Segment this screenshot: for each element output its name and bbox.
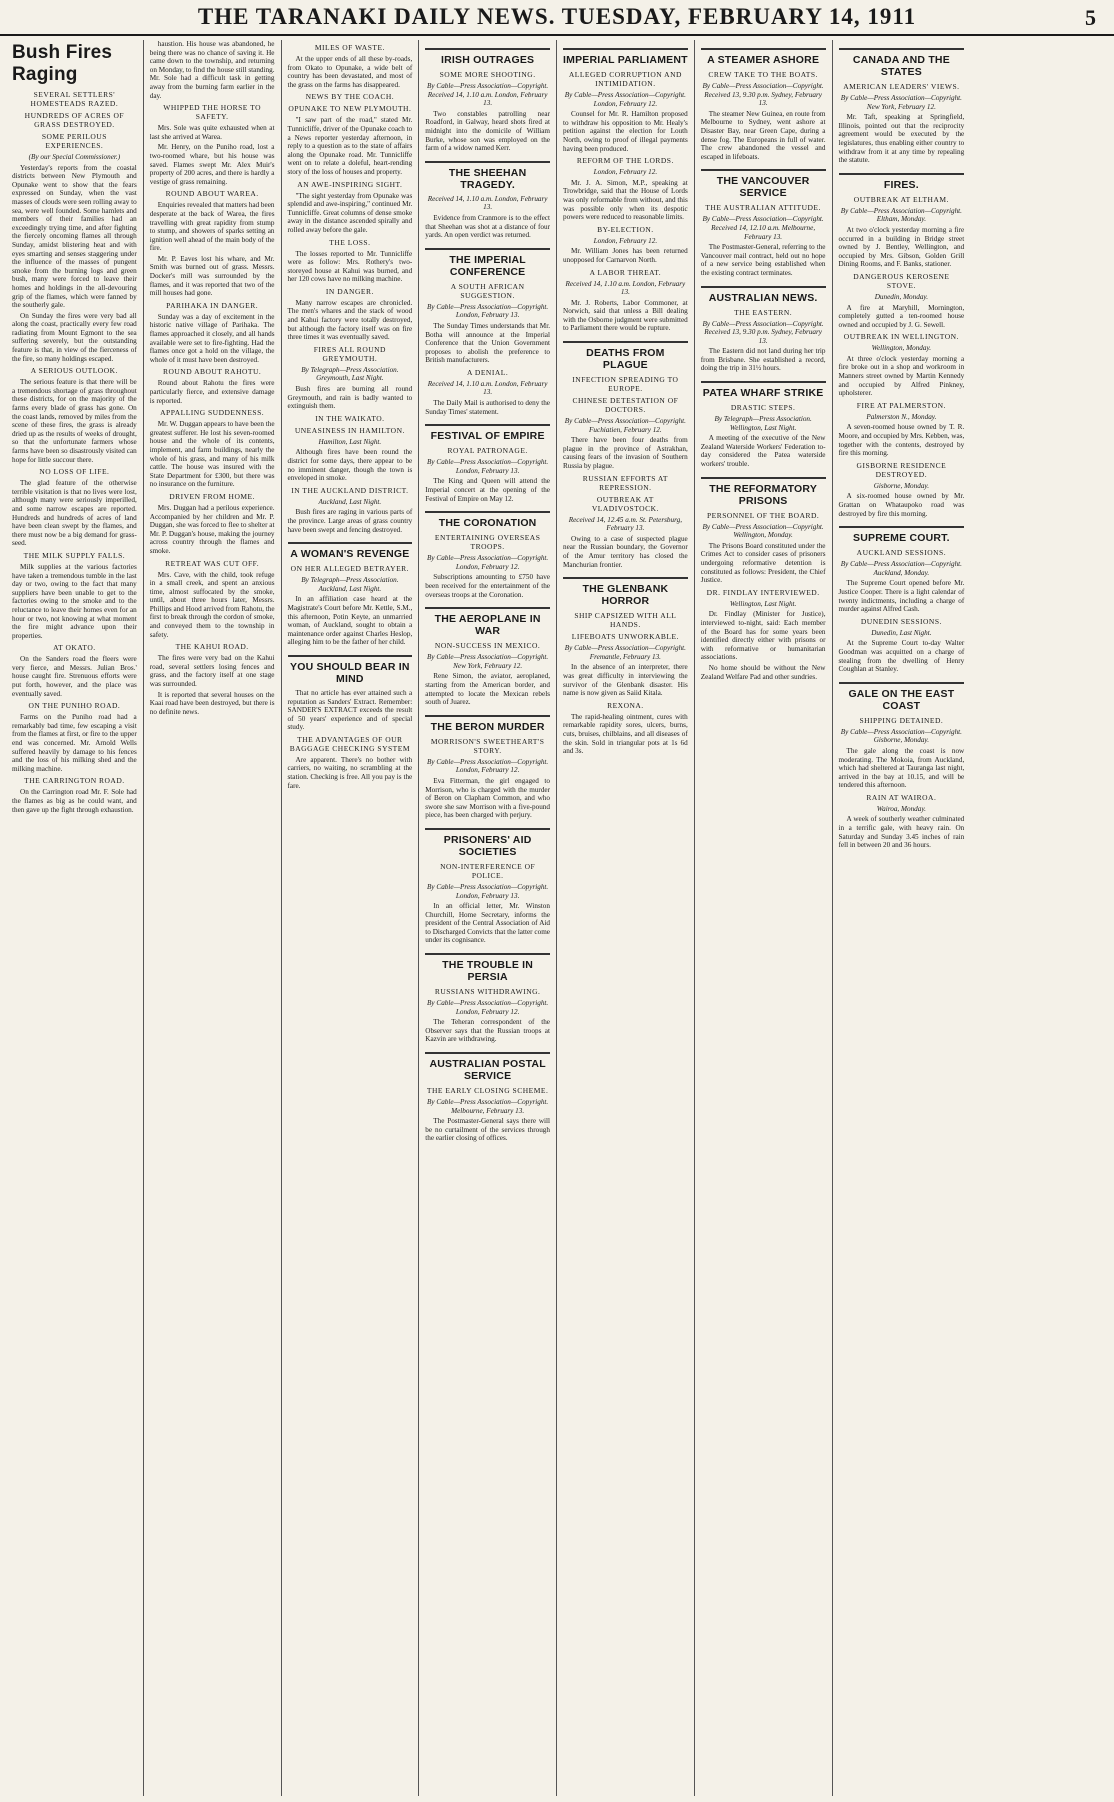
column-6 (695, 40, 833, 1796)
sub-headline: IN THE AUCKLAND DISTRICT. (291, 485, 409, 495)
article-paragraph: The losses reported to Mr. Tunnicliffe were as follow: Mrs. Rothery's two-storeyed house at Kahui was burned, and her 120 cows have no milking machine. (287, 249, 413, 284)
article-paragraph: In the absence of an interpreter, there was great difficulty in interviewing the survivor of the Glenbank disaster. His name is now given as Saiid Kitala. (563, 663, 688, 698)
article-paragraph: On the Sanders road the fleers were very fierce, and Messrs. Julian Bros.' house caught fire. Strenuous efforts were put forth, however, and the place was eventually saved. (12, 655, 137, 698)
article-paragraph: Mr. W. Duggan appears to have been the greatest sufferer. He lost his seven-roomed house and the whole of its contents, implement, and farm buildings, nearly the whole of his grass, and many of his milk cattle. The house was insured with the State Department for £300, but there was no insurance on the furniture. (149, 420, 275, 489)
dateline: By Cable—Press Association—Copyright. Fuchiatien, February 12. (564, 417, 686, 434)
article-paragraph: Although fires have been round the district for some days, there appear to be no imminent danger, though the town is enveloped in smoke. (287, 448, 413, 483)
dateline: By Cable—Press Association—Copyright. London, February 12. (427, 999, 549, 1016)
article-headline: PATEA WHARF STRIKE (701, 381, 826, 399)
sub-headline: WHIPPED THE HORSE TO SAFETY. (163, 103, 261, 122)
dateline: By Cable—Press Association—Copyright. London, February 13. (427, 302, 549, 320)
article-paragraph: At the Supreme Court to-day Walter Goodman was acquitted on a charge of stealing from the dwelling of Henry Coughlan at Stanley. (838, 639, 965, 674)
masthead (0, 0, 1114, 36)
article-paragraph: The fires were very bad on the Kahui road, several settlers losing fences and grass, and the factory itself at one stage was surrounded. (149, 654, 275, 689)
article-paragraph: A six-roomed house owned by Mr. Grattan on Whataupoko road was destroyed by fire this morning. (838, 492, 965, 518)
article-paragraph: On Sunday the fires were very bad all along the coast, practically every few road radiating from Mount Egmont to the sea suffering severely, but the outstanding feature is that, in view of the fierceness of the fire, so many holdings escaped. (12, 311, 137, 363)
sub-headline: SHIPPING DETAINED. (859, 715, 944, 725)
sub-headline: UNEASINESS IN HAMILTON. (294, 425, 405, 435)
article-paragraph: On the Carrington road Mr. F. Sole had the flames as big as he could want, and then gave up the fight through exhaustion. (12, 788, 137, 814)
sub-headline: AT OKATO. (53, 643, 96, 653)
article-paragraph: The steamer New Guinea, en route from Melbourne to Sydney, went ashore at Disaster Bay, near Green Cape, during a dense fog. The Europeans in full of water. The crew abandoned the vessel and escaped in lifeboats. (700, 109, 826, 161)
article-paragraph: A seven-roomed house owned by T. R. Moore, and occupied by Mrs. Kebben, was, together with the contents, destroyed by fire this morning. (838, 423, 965, 458)
article-headline: CANADA AND THE STATES (839, 48, 965, 78)
sub-headline: THE EARLY CLOSING SCHEME. (426, 1086, 549, 1096)
article-paragraph: Mr. Taft, speaking at Springfield, Illinois, pointed out that the reciprocity agreement would be executed by the legislatures, thus enabling either country to withdraw from it at any time by repealing the statute. (838, 113, 965, 165)
article-paragraph: Evidence from Cranmore is to the effect that Sheehan was shot at a distance of four yards. An open verdict was returned. (425, 213, 550, 240)
sub-headline: GISBORNE RESIDENCE DESTROYED. (856, 460, 947, 479)
sub-headline: AUCKLAND SESSIONS. (856, 548, 947, 558)
article-paragraph: "The sight yesterday from Opunake was splendid and awe-inspiring," continued Mr. Tunnicliffe. Great columns of dense smoke away in the distance ascended spirally and rolled away before the gale. (287, 191, 413, 234)
dateline: By Cable—Press Association—Copyright. Auckland, Monday. (840, 560, 962, 577)
article-paragraph: There have been four deaths from plague in the province of Astrakhan, causing fears of the invasion of Southern Russia by plague. (563, 436, 688, 471)
sub-headline: RUSSIAN EFFORTS AT REPRESSION. (582, 473, 668, 492)
sub-headline: INFECTION SPREADING TO EUROPE. (572, 375, 679, 394)
sub-headline: MORRISON'S SWEETHEART'S STORY. (430, 736, 545, 755)
sub-headline: AN AWE-INSPIRING SIGHT. (297, 179, 403, 189)
article-headline: A STEAMER ASHORE (701, 48, 826, 66)
sub-headline: ON HER ALLEGED BETRAYER. (290, 564, 410, 574)
dateline: By Cable—Press Association—Copyright. London, February 12. (427, 757, 549, 775)
article-paragraph: In an affiliation case heard at the Magistrate's Court before Mr. Kettle, S.M., this afternoon, Potin Keyte, an unmarried woman, of Auckland, sought to obtain a maintenance order against Charles Heslop, alleging him to be the father of her child. (287, 595, 413, 647)
article-headline: Bush Fires Raging (12, 42, 113, 85)
sub-headline: NON-SUCCESS IN MEXICO. (434, 641, 541, 651)
article-paragraph: Dr. Findlay (Minister for Justice), interviewed to-night, said: Each member of the Board has for some years been identified directly either with prisons or with reformative or humanitarian associations. (700, 610, 826, 662)
dateline: By Cable—Press Association—Copyright. Wellington, Monday. (702, 522, 824, 540)
dateline: Dunedin, Monday. (874, 292, 929, 301)
sub-headline: THE ADVANTAGES OF OUR BAGGAGE CHECKING SYSTEM (289, 734, 410, 753)
column-7 (833, 40, 971, 1796)
sub-headline: REXONA. (607, 700, 644, 710)
article-paragraph: Round about Rahotu the fires were particularly fierce, and extensive damage is reported. (149, 379, 275, 405)
article-paragraph: At three o'clock yesterday morning a fire broke out in a shop and workroom in Manners street owned by Martin Kennedy and occupied by Alfred Pinkney, upholsterer. (838, 354, 965, 398)
article-paragraph: Yesterday's reports from the coastal districts between New Plymouth and Opunake went to show that the fears expressed on Sunday, when the vast masses of clouds were seen rolling away to sea, were well founded. Some hamlets and members of their families had an exceedingly trying time, and after fighting the fiercely oncoming flames all through Sunday, amidst blistering heat and with eyes smarting and senses staggering under the influence of the masses of pungent smoke from the burning logs and green bush, many were forced to leave their homes and holdings in the all-devouring grip of the flames, which were fanned by the southerly gale. (12, 163, 137, 310)
sub-headline: HUNDREDS OF ACRES OF GRASS DESTROYED. (24, 111, 125, 129)
sub-headline: RETREAT WAS CUT OFF. (165, 558, 260, 568)
article-paragraph: The serious feature is that there will be a tremendous shortage of grass throughout these districts, for on the majority of the farms every blade of grass has gone. On the coast lands, removed by miles from the scene of these fires, the grass is already dried up as the results of weeks of drought, so that the unfortunate farmers whose farms have been so disastrously visited can hope for little succour there. (12, 378, 137, 464)
sub-headline: THE LOSS. (329, 237, 371, 247)
article-paragraph: At two o'clock yesterday morning a fire occurred in a building in Bridge street owned by J. Bentley, Wellington, and occupied by Mrs. Gibson, Golden Grill Dining Rooms, and F. Banks, stationer. (838, 225, 965, 269)
sub-headline: PARIHAKA IN DANGER. (166, 300, 259, 310)
dateline: By Cable—Press Association—Copyright. Eltham, Monday. (840, 206, 962, 224)
sub-headline: THE MILK SUPPLY FALLS. (23, 550, 126, 560)
article-headline: IMPERIAL PARLIAMENT (563, 48, 688, 66)
article-paragraph: Mr. J. Roberts, Labor Commoner, at Norwich, said that unless a Bill dealing with the Osborne judgment were submitted to Parliament there would be rupture. (563, 298, 688, 333)
article-paragraph: Sunday was a day of excitement in the historic native village of Parihaka. The flames approached it closely, and all hands available were set to fire-fighting. Had the flames once got a hold on the village, the whole of it must have been destroyed. (149, 312, 275, 364)
article-paragraph: A fire at Maryhill, Mornington, completely gutted a ten-roomed house owned and occupied by J. G. Sewell. (838, 303, 965, 329)
article-paragraph: The Daily Mail is authorised to deny the Sunday Times' statement. (425, 399, 550, 416)
article-paragraph: The gale along the coast is now moderating. The Mokoia, from Auckland, which had sheltered at Tauranga last night, arrived in the bay at 10.15, and will be tendered this afternoon. (838, 746, 965, 790)
sub-headline: DANGEROUS KEROSENE STOVE. (853, 271, 950, 290)
sub-headline: THE KAHUI ROAD. (175, 642, 249, 652)
article-paragraph: Subscriptions amounting to £750 have been received for the entertainment of the overseas troops at the Coronation. (425, 573, 550, 599)
article-paragraph: The King and Queen will attend the Imperial concert at the opening of the Festival of Empire on May 12. (425, 477, 550, 503)
article-paragraph: Counsel for Mr. R. Hamilton proposed to withdraw his opposition to Mr. Healy's petition against the election for Louth North, owing to proof of illegal payments having been produced. (563, 110, 688, 153)
article-paragraph: Mr. Henry, on the Puniho road, lost a two-roomed whare, but his house was saved. Flames swept Mr. Alex Muir's property of 200 acres, and there is hardly a vestige of grass remaining. (149, 143, 275, 186)
article-headline: SUPREME COURT. (839, 526, 965, 544)
article-headline: THE VANCOUVER SERVICE (701, 169, 826, 199)
article-headline: THE REFORMATORY PRISONS (701, 477, 826, 507)
article-headline: AUSTRALIAN POSTAL SERVICE (425, 1052, 550, 1082)
article-paragraph: Mrs. Sole was quite exhausted when at last she arrived at Warea. (149, 124, 275, 141)
sub-headline: DR. FINDLAY INTERVIEWED. (706, 587, 820, 597)
article-paragraph: A meeting of the executive of the New Zealand Waterside Workers' Federation to-day considered the Patea waterside workers' trouble. (700, 434, 826, 469)
dateline: Received 14, 12.45 a.m. St. Petersburg, February 13. (568, 515, 683, 533)
article-columns (6, 40, 1108, 1796)
article-headline: PRISONERS' AID SOCIETIES (425, 828, 550, 858)
dateline: By Cable—Press Association—Copyright. Melbourne, February 13. (427, 1098, 549, 1115)
article-headline: THE SHEEHAN TRAGEDY. (425, 161, 550, 191)
dateline: (By our Special Commissioner.) (28, 153, 121, 161)
dateline: By Cable—Press Association—Copyright. Received 14, 1.10 a.m. London, February 13. (427, 82, 549, 108)
article-paragraph: Bush fires are burning all round Greymouth, and rain is badly wanted to extinguish them. (287, 385, 413, 411)
sub-headline: IN DANGER. (325, 286, 374, 296)
sub-headline: OUTBREAK IN WELLINGTON. (843, 332, 959, 342)
page-number: 5 (1085, 5, 1096, 30)
article-paragraph: No home should be without the New Zealand Welfare Pad and other sundries. (700, 663, 826, 681)
sub-headline: ROUND ABOUT RAHOTU. (162, 367, 262, 377)
sub-headline: MILES OF WASTE. (314, 43, 385, 52)
article-paragraph: "I saw part of the road," stated Mr. Tunnicliffe, driver of the Opunake coach to a News reporter yesterday afternoon, in reply to a question as to the state of affairs along the Opunake road. Mr. Tunnicliffe went on to relate a doleful, heart-rending story of the loss of houses and property. (287, 116, 413, 176)
sub-headline: OUTBREAK AT ELTHAM. (853, 194, 949, 204)
dateline: Palmerston N., Monday. (866, 412, 937, 421)
sub-headline: THE CARRINGTON ROAD. (24, 776, 125, 786)
article-paragraph: Eva Fitterman, the girl engaged to Morrison, who is charged with the murder of Beron on Clapham Common, and who swore she saw Morrison with a five-pound piece, has been charged with perjury. (425, 776, 550, 820)
dateline: Wellington, Monday. (871, 344, 932, 353)
article-headline: FIRES. (839, 173, 965, 191)
column-5 (557, 40, 695, 1796)
article-paragraph: Rene Simon, the aviator, aeroplaned, starting from the American border, and attempted to locate the Mexican rebels south of Juarez. (425, 672, 550, 707)
sub-headline: A SERIOUS OUTLOOK. (30, 366, 118, 376)
article-paragraph: Mrs. Cave, with the child, took refuge in a small creek, and spent an anxious time, almost suffocated by the smoke, until, about three hours later, Messrs. Phillips and Hood arrived from Rahotu, the first to break through the cordon of smoke, and conveyed them to the township in safety. (149, 570, 275, 639)
sub-headline: ENTERTAINING OVERSEAS TROOPS. (434, 533, 541, 552)
article-headline: THE CORONATION (425, 511, 550, 529)
sub-headline: ROYAL PATRONAGE. (447, 446, 528, 456)
article-paragraph: Many narrow escapes are chronicled. The men's whares and the stack of wood and Kahui factory were totally destroyed, but although the factory itself was on fire three times it was eventually saved. (287, 298, 413, 342)
dateline: London, February 12. (593, 168, 658, 177)
article-headline: THE GLENBANK HORROR (563, 577, 688, 607)
article-headline: GALE ON THE EAST COAST (839, 682, 965, 712)
dateline: By Telegraph—Press Association. Wellington, Last Night. (714, 415, 812, 432)
dateline: By Cable—Press Association—Copyright. New York, February 12. (840, 94, 962, 111)
dateline: By Cable—Press Association—Copyright. Fremantle, February 13. (564, 644, 686, 661)
article-paragraph: The Prisons Board constituted under the Crimes Act to consider cases of prisoners undergoing reformative detention is constituted as follows: President, the Chief Justice. (700, 541, 826, 585)
article-paragraph: Owing to a case of suspected plague near the Russian boundary, the Governor of the Amur territory has closed the Manchurian frontier. (563, 534, 688, 569)
article-headline: THE BERON MURDER (425, 715, 550, 733)
article-paragraph: The Postmaster-General, referring to the Vancouver mail contract, held out no hope of a new service being established when the existing contract terminates. (700, 243, 826, 277)
masthead-title: THE TARANAKI DAILY NEWS. TUESDAY, FEBRUARY 14, 1911 (197, 4, 917, 29)
article-paragraph: In an official letter, Mr. Winston Churchill, Home Secretary, informs the president of the Central Association of Aid to Discharged Convicts that the latter come under its cognisance. (425, 902, 550, 945)
sub-headline: REFORM OF THE LORDS. (576, 156, 674, 166)
article-paragraph: It is reported that several houses on the Kaai road have been destroyed, but there is no definite news. (149, 690, 275, 716)
sub-headline: DRASTIC STEPS. (730, 403, 796, 413)
article-paragraph: Mrs. Duggan had a perilous experience. Accompanied by her children and Mr. P. Duggan, she was forced to flee to shelter at Mr. P. Duggan's house, making the journey across country through the flames and smoke. (149, 503, 275, 555)
article-paragraph: The rapid-healing ointment, cures with remarkable rapidity sores, ulcers, burns, cuts, bruises, chilblains, and all diseases of the skin. Sold in triangular pots at 1s 6d and 3s. (563, 712, 688, 756)
sub-headline: NO LOSS OF LIFE. (39, 467, 110, 477)
article-paragraph: The Supreme Court opened before Mr. Justice Cooper. There is a light calendar of twenty indictments, including a charge of murder against Alfred Cash. (838, 579, 965, 614)
article-paragraph: Mr. P. Eaves lost his whare, and Mr. Smith was burned out of grass. Messrs. Docker's mill was surrounded by the flames, and it was reported that two of the mill houses had gone. (149, 254, 275, 298)
dateline: By Cable—Press Association—Copyright. Received 13, 9.30 p.m. Sydney, February 13. (702, 319, 824, 345)
sub-headline: ROUND ABOUT WAREA. (165, 189, 259, 199)
dateline: By Telegraph—Press Association. Greymouth, Last Night. (301, 365, 399, 383)
article-paragraph: The Sunday Times understands that Mr. Botha will announce at the Imperial Conference that the Union Government proposes to abolish the preference to British manufacturers. (425, 321, 550, 365)
article-paragraph: The glad feature of the otherwise terrible visitation is that no lives were lost, although many were seriously imperilled, and some narrow escapes are reported. Hundreds and hundreds of acres of land have been clean swept by the flames, and there must now be a big demand for grass-seed. (12, 479, 137, 548)
sub-headline: CREW TAKE TO THE BOATS. (708, 70, 818, 79)
article-paragraph: A week of southerly weather culminated in a terrific gale, with heavy rain. On Saturday and Sunday 3.45 inches of rain fell in between 20 and 36 hours. (838, 815, 965, 850)
sub-headline: DUNEDIN SESSIONS. (860, 616, 942, 626)
sub-headline: ALLEGED CORRUPTION AND INTIMIDATION. (568, 70, 682, 88)
sub-headline: BY-ELECTION. (597, 224, 654, 234)
column-2 (144, 40, 282, 1796)
dateline: Wellington, Last Night. (729, 599, 797, 608)
dateline: Auckland, Last Night. (318, 497, 382, 506)
sub-headline: SEVERAL SETTLERS' HOMESTEADS RAZED. (30, 90, 119, 108)
sub-headline: A DENIAL. (467, 367, 509, 377)
dateline: Dunedin, Last Night. (871, 628, 932, 637)
article-paragraph: Are apparent. There's no bother with carriers, no waiting, no scrambling at the station. Checking is free. All you pay is the fare. (287, 755, 413, 790)
column-1 (6, 40, 144, 1796)
sub-headline: A SOUTH AFRICAN SUGGESTION. (450, 281, 525, 300)
dateline: Received 14, 1.10 a.m. London, February 13. (565, 279, 686, 297)
article-headline: IRISH OUTRAGES (425, 48, 550, 66)
sub-headline: RUSSIANS WITHDRAWING. (434, 987, 541, 997)
dateline: By Cable—Press Association—Copyright. Gisborne, Monday. (840, 727, 962, 745)
sub-headline: SHIP CAPSIZED WITH ALL HANDS. (574, 611, 677, 630)
dateline: London, February 12. (593, 236, 658, 245)
article-headline: DEATHS FROM PLAGUE (563, 341, 688, 371)
dateline: By Cable—Press Association—Copyright. London, February 13. (427, 458, 549, 475)
dateline: Hamilton, Last Night. (318, 437, 382, 446)
dateline: By Telegraph—Press Association. Auckland, Last Night. (301, 576, 399, 593)
article-paragraph: Mr. William Jones has been returned unopposed for Carnarvon North. (563, 247, 688, 264)
article-paragraph: Enquiries revealed that matters had been desperate at the back of Warea, the fires travelling with great rapidity from stump to stump, and showers of sparks setting an ignition well ahead of the main body of the fire. (149, 201, 275, 253)
article-paragraph: Bush fires are raging in various parts of the province. Large areas of grass country have been swept and fencing destroyed. (287, 508, 413, 534)
dateline: Wairoa, Monday. (876, 804, 926, 813)
sub-headline: APPALLING SUDDENNESS. (160, 408, 265, 418)
dateline: By Cable—Press Association—Copyright. London, February 13. (427, 882, 549, 900)
dateline: By Cable—Press Association—Copyright. Received 13, 9.30 p.m. Sydney, February 13. (702, 82, 824, 108)
article-paragraph: That no article has ever attained such a reputation as Sanders' Extract. Remember: SANDER'S EXTRACT exceeds the result of 50 years' experience and of special study. (287, 688, 413, 732)
sub-headline: AMERICAN LEADERS' VIEWS. (843, 82, 960, 91)
dateline: Gisborne, Monday. (873, 481, 930, 490)
sub-headline: OUTBREAK AT VLADIVOSTOCK. (591, 494, 659, 513)
article-headline: THE TROUBLE IN PERSIA (425, 953, 550, 983)
sub-headline: FIRE AT PALMERSTON. (856, 400, 946, 410)
article-paragraph: Two constables patrolling near Roadford, in Galway, heard shots fired at midnight into the domicile of William Burke, whose son was employed on the farm of a widow named Kerr. (425, 109, 550, 153)
article-headline: A WOMAN'S REVENGE (288, 542, 413, 560)
article-paragraph: The Postmaster-General says there will be no curtailment of the services through the earlier closing of offices. (425, 1117, 550, 1143)
column-3 (282, 40, 420, 1796)
sub-headline: A LABOR THREAT. (589, 267, 662, 277)
sub-headline: THE AUSTRALIAN ATTITUDE. (705, 203, 821, 213)
column-4 (419, 40, 557, 1796)
sub-headline: ON THE PUNIHO ROAD. (28, 701, 121, 711)
article-headline: THE IMPERIAL CONFERENCE (425, 248, 550, 278)
article-paragraph: haustion. His house was abandoned, he being there was no chance of saving it. He came down to the township, and returning on Monday, to find the house still standing. Mr. Sole had a difficult task in getting away from the burning farm earlier in the day. (149, 40, 275, 100)
article-headline: THE AEROPLANE IN WAR (425, 607, 550, 637)
article-paragraph: Farms on the Puniho road had a remarkably bad time, few escaping a visit from the flames at first, or fire to the upper end was concerned. Mr. Arnold Wells suffered heavily by damage to his fences and the loss of his milking shed and the milking machine. (12, 713, 137, 773)
article-paragraph: Milk supplies at the various factories have taken a tremendous tumble in the last day or two, owing to the fact that many suppliers have been unable to get to the factories owing to the smoke and to the reluctance to leave their homes even for an hour or two, not knowing at what moment the fire might advance upon their properties. (12, 562, 137, 640)
sub-headline: NEWS BY THE COACH. (305, 92, 395, 102)
sub-headline: PERSONNEL OF THE BOARD. (706, 510, 820, 520)
dateline: By Cable—Press Association—Copyright. London, February 12. (427, 554, 549, 571)
dateline: Received 14, 1.10 a.m. London, February 13. (427, 379, 548, 397)
article-paragraph: At the upper ends of all these by-roads, from Okato to Opunake, a wide belt of country has been devastated, and most of the grass on the farms has disappeared. (287, 55, 413, 89)
sub-headline: SOME PERILOUS EXPERIENCES. (41, 132, 107, 150)
sub-headline: IN THE WAIKATO. (315, 413, 385, 423)
sub-headline: SOME MORE SHOOTING. (439, 70, 536, 79)
sub-headline: DRIVEN FROM HOME. (169, 491, 256, 501)
sub-headline: THE EASTERN. (734, 307, 793, 317)
dateline: By Cable—Press Association—Copyright. Received 14, 12.10 a.m. Melbourne, February 13. (702, 215, 824, 241)
sub-headline: LIFEBOATS UNWORKABLE. (571, 632, 679, 642)
dateline: Received 14, 1.10 a.m. London, February 13. (427, 194, 548, 212)
article-paragraph: The Teheran correspondent of the Observer says that the Russian troops at Kazvin are withdrawing. (425, 1018, 550, 1044)
article-headline: AUSTRALIAN NEWS. (701, 286, 826, 304)
sub-headline: FIRES ALL ROUND GREYMOUTH. (313, 344, 386, 363)
sub-headline: RAIN AT WAIROA. (866, 792, 937, 802)
sub-headline: NON-INTERFERENCE OF POLICE. (440, 861, 536, 880)
article-paragraph: The Eastern did not land during her trip from Brisbane. She established a record, doing the trip in 31½ hours. (700, 347, 826, 373)
sub-headline: OPUNAKE TO NEW PLYMOUTH. (288, 104, 412, 114)
article-headline: YOU SHOULD BEAR IN MIND (288, 655, 413, 685)
dateline: By Cable—Press Association—Copyright. London, February 12. (564, 91, 686, 108)
sub-headline: CHINESE DETESTATION OF DOCTORS. (572, 396, 679, 415)
article-paragraph: Mr. J. A. Simon, M.P., speaking at Trowbridge, said that the House of Lords was only reformable from without, and this was possible only when its despotic powers were reduced to reasonable limits. (563, 178, 688, 222)
article-headline: FESTIVAL OF EMPIRE (425, 424, 550, 442)
dateline: By Cable—Press Association—Copyright. New York, February 12. (427, 653, 549, 670)
